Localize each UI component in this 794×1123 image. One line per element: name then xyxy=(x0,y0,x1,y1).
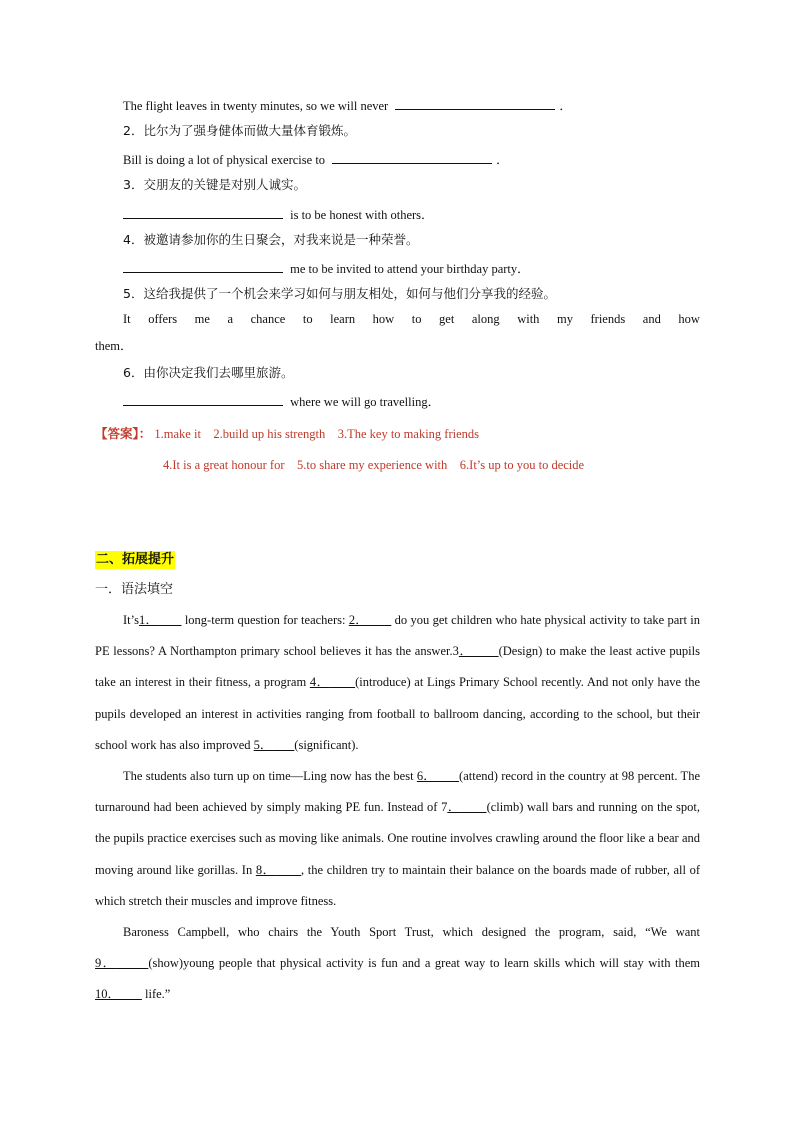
gap-1[interactable]: 1． xyxy=(138,613,159,627)
item5-chinese: 5．这给我提供了一个机会来学习如何与朋友相处，如何与他们分享我的经验。 xyxy=(123,286,556,301)
word: me xyxy=(194,312,210,326)
word: offers xyxy=(148,312,178,326)
item4-chinese: 4．被邀请参加你的生日聚会，对我来说是一种荣誉。 xyxy=(123,232,419,247)
gap-5[interactable]: 5． xyxy=(253,737,273,752)
item1-text: The flight leaves in twenty minutes, so we will never xyxy=(123,99,389,113)
answer-blank-4[interactable] xyxy=(123,259,283,273)
period: ． xyxy=(559,99,572,113)
period: ． xyxy=(496,153,509,167)
text: (Design) to make the least active pupils take an interest in their fitness, a program xyxy=(95,644,700,690)
word: how xyxy=(678,312,700,326)
item6-chinese: 6．由你决定我们去哪里旅游。 xyxy=(123,365,294,380)
text: (significant). xyxy=(294,737,359,752)
text: The students also turn up on time—Ling now has the best xyxy=(123,769,417,783)
gap-9[interactable]: 9． xyxy=(95,956,117,971)
answer-blank-6[interactable] xyxy=(123,392,283,406)
word: learn xyxy=(330,312,356,326)
item3-chinese: 3．交朋友的关键是对别人诚实。 xyxy=(123,177,306,192)
answer-blank-3[interactable] xyxy=(123,205,283,219)
answer-blank-2[interactable] xyxy=(332,150,492,164)
text: (attend) record in the country at 98 percent. The turnaround had been achieved by simply making PE fun. Instead of 7 xyxy=(95,769,700,815)
word: how xyxy=(372,312,395,326)
text: (climb) wall bars and running on the spot, the pupils practice exercises such as moving like animals. One routine involves crawling around the floor like a bear and moving around like gorillas. In xyxy=(95,800,700,877)
item5-sentence xyxy=(123,312,700,327)
passage-paragraph-1 xyxy=(95,605,700,761)
word: It xyxy=(123,312,131,326)
gap-8[interactable]: 8． xyxy=(255,862,276,877)
item3-text: is to be honest with others． xyxy=(290,208,434,222)
section-title: 二、拓展提升 xyxy=(96,552,175,567)
word: a xyxy=(227,312,234,326)
passage-paragraph-2 xyxy=(95,761,700,917)
text: (show)young people that physical activity is fun and a great way to learn skills which will stay with them xyxy=(148,956,700,971)
answer-key-line1 xyxy=(95,426,479,442)
word: along xyxy=(471,312,500,326)
text: do you get children who hate physical activity to take part in PE lessons? A Northampton primary school believes it has the answer.3 xyxy=(95,613,700,659)
item3-sentence xyxy=(123,205,434,223)
text: Baroness Campbell, who chairs the Youth Sport Trust, which designed the program, said, “We want xyxy=(123,925,700,939)
text: long-term question for teachers: xyxy=(181,613,349,627)
word: get xyxy=(439,312,455,326)
passage-paragraph-3 xyxy=(95,917,700,1011)
item4-sentence xyxy=(123,259,530,277)
item2-text: Bill is doing a lot of physical exercise to xyxy=(123,153,326,167)
word: to xyxy=(411,312,422,326)
gap-6[interactable]: 6． xyxy=(416,769,436,783)
item4-text: me to be invited to attend your birthday party． xyxy=(290,262,530,276)
text: life.” xyxy=(141,987,171,1002)
item1-sentence xyxy=(123,96,572,114)
answer-key-line2: 4.It is a great honour for 5.to share my experience with 6.It’s up to you to decide xyxy=(163,458,585,472)
item2-chinese: 2．比尔为了强身健体而做大量体育锻炼。 xyxy=(123,123,356,138)
section-subtitle: 一．语法填空 xyxy=(95,582,174,597)
item6-sentence xyxy=(123,392,440,410)
word: friends xyxy=(590,312,626,326)
item6-text: where we will go travelling． xyxy=(290,395,441,409)
text: It’s xyxy=(123,613,139,627)
gap-10[interactable]: 10． xyxy=(95,987,121,1002)
word: with xyxy=(517,312,540,326)
text: , the children try to maintain their balance on the boards made of rubber, all of which stretch their muscles and improve fitness. xyxy=(95,862,700,908)
answer-blank-1[interactable] xyxy=(395,96,555,110)
gap-7[interactable]: ． xyxy=(447,800,461,815)
text: (introduce) at Lings Primary School recently. And not only have the pupils developed an interest in activities ranging from football to ballroom dancing, according to the school, but their school work has also improved xyxy=(95,675,700,752)
word: to xyxy=(302,312,313,326)
item2-sentence xyxy=(123,150,509,168)
word: chance xyxy=(250,312,286,326)
word: my xyxy=(556,312,573,326)
gap-2[interactable]: 2． xyxy=(348,613,368,627)
answer-colon: ： xyxy=(138,426,152,441)
gap-4[interactable]: 4． xyxy=(309,675,330,690)
gap-3[interactable]: ． xyxy=(458,644,473,659)
answer-text: 1.make it 2.build up his strength 3.The key to making friends xyxy=(154,427,480,441)
word: and xyxy=(642,312,661,326)
answer-label: 【答案】 xyxy=(95,426,139,441)
item5-sentence-end: them． xyxy=(95,339,133,353)
